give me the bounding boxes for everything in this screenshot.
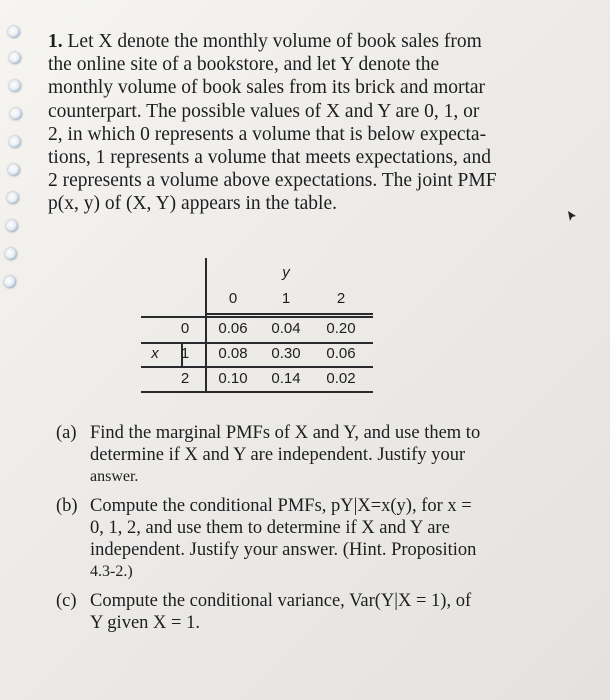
part-line: Y given X = 1. [90,613,200,633]
joint-pmf-table [141,258,373,392]
row-header: 2 [180,370,190,387]
binding-hole [8,26,20,38]
part-line: Find the marginal PMFs of X and Y, and use them to [90,423,481,443]
part-label: (c) [56,591,77,611]
binding-hole [5,248,17,260]
table-vertical-rule [205,258,207,392]
binding-hole [8,164,20,176]
binding-hole [9,52,21,64]
problem-line: 1. Let X denote the monthly volume of book sales from [48,31,482,52]
binding-hole [9,80,21,92]
table-cell: 0.10 [218,370,248,387]
table-row-rule [141,366,373,368]
part-line: independent. Justify your answer. (Hint. Proposition [90,540,477,560]
part-a [56,422,556,488]
part-label: (b) [56,496,78,516]
table-cell: 0.20 [326,320,356,337]
binding-hole [7,192,19,204]
problem-line: 2, in which 0 represents a volume that is below expecta- [48,123,487,145]
row-header: 1 [180,345,190,362]
part-line: Compute the conditional PMFs, pY|X=x(y), for x = [90,496,472,516]
problem-statement [48,30,568,216]
row-variable-label: x [151,345,159,362]
problem-line: the online site of a bookstore, and let Y denote the [48,54,440,76]
table-cell: 0.02 [326,370,356,387]
part-b [56,495,556,583]
table-cell: 0.30 [271,345,301,362]
binding-hole [6,220,18,232]
problem-line: monthly volume of book sales from its brick and mortar [48,77,486,99]
part-line: 0, 1, 2, and use them to determine if X and Y are [90,518,450,538]
problem-line: 2 represents a volume above expectations. The joint PMF [48,170,497,192]
table-cell: 0.06 [218,320,248,337]
cursor-icon [566,210,578,222]
row-header: 0 [180,320,190,337]
problem-number: 1. [48,31,63,52]
table-cell: 0.08 [218,345,248,362]
binding-hole [4,276,16,288]
binding-hole [9,136,21,148]
part-line: Compute the conditional variance, Var(Y|X = 1), of [90,591,472,611]
part-line: answer. [90,468,139,485]
column-header: 1 [281,290,291,307]
column-header: 0 [228,290,238,307]
part-label: (a) [56,423,77,443]
table-row-rule [141,316,373,318]
part-line: 4.3-2.) [90,563,133,580]
table-row-rule [141,342,373,344]
problem-line: counterpart. The possible values of X and Y are 0, 1, or [48,100,480,122]
binding-hole [10,108,22,120]
spiral-binding [0,0,26,700]
problem-line: p(x, y) of (X, Y) appears in the table. [48,193,337,215]
table-cell: 0.14 [271,370,301,387]
column-header: 2 [336,290,346,307]
table-bottom-rule [141,391,373,393]
part-line: determine if X and Y are independent. Justify your [90,445,466,465]
table-header-rule [205,313,373,315]
table-cell: 0.04 [271,320,301,337]
problem-line: tions, 1 represents a volume that meets expectations, and [48,147,491,169]
table-cell: 0.06 [326,345,356,362]
column-variable-label: y [282,264,290,281]
sub-questions [56,422,556,641]
part-c [56,590,556,634]
